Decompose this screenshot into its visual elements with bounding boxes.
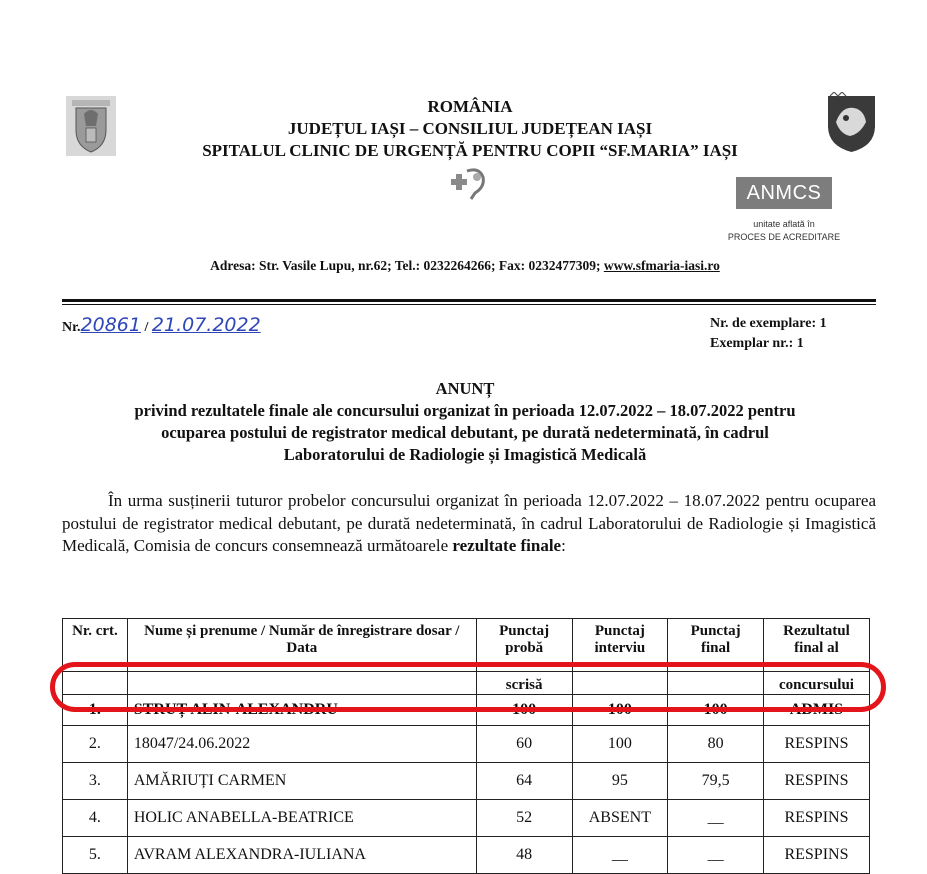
cell-final: 100 [668,695,764,726]
cell-nr: 4. [63,800,128,837]
cell-result: ADMIS [763,695,869,726]
header-country: ROMÂNIA [427,97,513,116]
table-row [63,763,870,800]
cell-written: 52 [476,800,572,837]
cell-nr: 3. [63,763,128,800]
romania-coat-of-arms-icon [66,96,116,156]
results-table [62,618,870,874]
body-paragraph [62,490,876,558]
header-written: Punctaj probă [476,619,572,672]
announcement-heading: ANUNȚ [435,379,495,398]
cell-final: __ [668,837,764,874]
cell-final: __ [668,800,764,837]
cell-written: 64 [476,763,572,800]
cell-written: 60 [476,726,572,763]
cell-nr: 2. [63,726,128,763]
cell-interview: 95 [572,763,668,800]
table-row [63,837,870,874]
nr-label: Nr. [62,320,81,335]
registration-number [62,314,261,336]
table-row [63,800,870,837]
cell-name: HOLIC ANABELLA-BEATRICE [127,800,476,837]
hospital-logo-icon [449,167,491,201]
cell-result: RESPINS [763,837,869,874]
cell-name: STRUȚ ALIN-ALEXANDRU [127,695,476,726]
cell-nr: 5. [63,837,128,874]
cell-result: RESPINS [763,800,869,837]
cell-written: 100 [476,695,572,726]
cell-name: AMĂRIUȚI CARMEN [127,763,476,800]
header-nr: Nr. crt. [63,619,128,672]
header-county: JUDEȚUL IAȘI – CONSILIUL JUDEȚEAN IAȘI [287,119,653,138]
header-name: Nume și prenume / Număr de înregistrare dosar / Data [127,619,476,672]
subheader-written: scrisă [476,672,572,695]
accreditation-note [714,218,854,244]
header-divider [62,299,876,302]
copies-info [710,314,827,354]
header-divider-thin [62,304,876,305]
address-line [60,258,870,274]
announcement-title [60,378,870,466]
accreditation-note-line1: unitate aflată în [753,219,815,229]
announcement-line-3: Laboratorului de Radiologie și Imagistică Medicală [283,445,647,464]
copies-count: Nr. de exemplare: 1 [710,316,827,331]
website-link[interactable]: www.sfmaria-iasi.ro [603,258,720,273]
cell-result: RESPINS [763,726,869,763]
paragraph-end: : [561,536,566,555]
cell-written: 48 [476,837,572,874]
cell-final: 79,5 [668,763,764,800]
cell-final: 80 [668,726,764,763]
announcement-line-2: ocuparea postului de registrator medical debutant, pe durată nedeterminată, în cadrul [161,423,769,442]
address-text: Adresa: Str. Vasile Lupu, nr.62; Tel.: 0232264266; Fax: 0232477309; [210,258,604,273]
cell-interview: __ [572,837,668,874]
nr-value: 20861 [80,314,141,336]
header-result: Rezultatul final al [763,619,869,672]
header-hospital: SPITALUL CLINIC DE URGENȚĂ PENTRU COPII “SF.MARIA” IAȘI [202,141,738,160]
anmcs-logo: ANMCS [736,177,832,209]
cell-result: RESPINS [763,763,869,800]
iasi-county-crest-icon [824,92,879,154]
accreditation-note-line2: PROCES DE ACREDITARE [727,232,841,242]
cell-name: AVRAM ALEXANDRA-IULIANA [127,837,476,874]
paragraph-bold: rezultate finale [452,536,562,555]
registration-date: 21.07.2022 [151,314,261,336]
copy-number: Exemplar nr.: 1 [710,336,804,351]
institution-header [120,96,820,162]
admitted-row-highlight [50,662,886,712]
cell-nr: 1. [63,695,128,726]
header-interview: Punctaj interviu [572,619,668,672]
cell-interview: 100 [572,726,668,763]
nr-separator: / [144,320,149,335]
header-final: Punctaj final [668,619,764,672]
cell-interview: ABSENT [572,800,668,837]
subheader-result: concursului [763,672,869,695]
paragraph-text: În urma susținerii tuturor probelor concursului organizat în perioada 12.07.2022 – 18.07.2022 pentru ocuparea postului de registrator medical debutant, pe durată nedeterminată, în cadrul Laboratorului de Radiologie și Imagistică Medicală, Comisia de concurs consemnează următoarele [62,491,876,555]
table-row [63,726,870,763]
announcement-line-1: privind rezultatele finale ale concursului organizat în perioada 12.07.2022 – 18.07.2022 pentru [134,401,796,420]
cell-interview: 100 [572,695,668,726]
cell-name: 18047/24.06.2022 [127,726,476,763]
